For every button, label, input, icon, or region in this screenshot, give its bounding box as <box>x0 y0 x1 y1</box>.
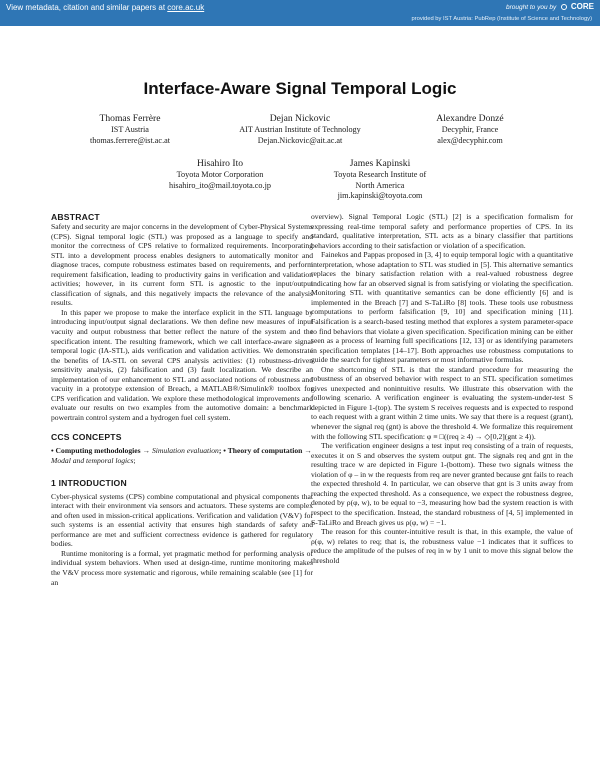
paper-title: Interface-Aware Signal Temporal Logic <box>143 79 457 98</box>
author-affiliation: Toyota Motor Corporation <box>176 170 264 179</box>
ccs-term: Modal and temporal logics <box>51 456 134 466</box>
core-logo-icon <box>561 4 567 10</box>
ccs-term: ; • Theory of computation → <box>218 446 312 456</box>
abstract-paragraph: In this paper we propose to make the interface explicit in the STL language by introducing input/output signal declarations. We then define new measures of input vacuity and output robustness that better reflect the nature of the system and the specification intent. The resulting framework, which we call interface-aware signal temporal logic (IA-STL), aids verification and validation activities. We demonstrate the benefits of IA-STL on several CPS analysis activities: (1) robustness-driven sensitivity analysis, (2) falsification and (3) fault localization. We describe an implementation of our enhancement to STL and associated notions of robustness and vacuity in a prototype extension of Breach, a MATLAB®/Simulink® toolbox for CPS verification and validation. We explore these methodological improvements and evaluate our results on two examples from the automotive domain: a benchmark powertrain control system and a hydrogen fuel cell system. <box>51 307 313 422</box>
author-email[interactable]: alex@decyphir.com <box>437 135 503 145</box>
core-banner <box>0 0 600 26</box>
body-paragraph: overview). Signal Temporal Logic (STL) [2] is a specification formalism for expressing real-time temporal safety and performance properties of CPS. In its standard, qualitative interpretation, STL acts as a binary classifier that partitions behaviors according to their satisfaction or violation of a specification. <box>311 212 573 250</box>
author-name: Hisahiro Ito <box>196 158 244 169</box>
author-affiliation: Decyphir, France <box>441 125 499 134</box>
abstract-heading: ABSTRACT <box>51 212 100 222</box>
author-affiliation: North America <box>355 180 405 190</box>
author-email[interactable]: jim.kapinski@toyota.com <box>337 191 423 201</box>
author-name: Alexandre Donzé <box>436 113 504 124</box>
author-block <box>220 113 380 146</box>
ccs-term: Simulation evaluation <box>151 446 219 456</box>
metadata-text: View metadata, citation and similar papers at <box>6 3 166 12</box>
author-email[interactable]: hisahiro_ito@mail.toyota.co.jp <box>169 180 271 190</box>
body-paragraph: One shortcoming of STL is that the standard procedure for measuring the robustness of an observed behavior with respect to an STL specification sometimes gives unexpected and nonintuitive results. We illustrate this observation with the following scenario. A verification engineer is evaluating the system-under-test S depicted in Figure 1-(top). The system S receives requests and is expected to respond to each request with a grant within 2 time units. We say that there is a request (grant), whenever the signal req (gnt) is above the threshold 4. We formalize this requirement with the following STL specification: φ ≡ □((req ≥ 4) → ◇[0,2](gnt ≥ 4)). <box>311 364 573 441</box>
core-link[interactable]: core.ac.uk <box>167 3 205 12</box>
author-name: Thomas Ferrère <box>99 113 161 124</box>
author-block <box>150 158 290 191</box>
ccs-term: ; <box>133 456 136 466</box>
right-column <box>311 212 573 565</box>
ccs-heading: CCS CONCEPTS <box>51 432 122 443</box>
body-paragraph: The reason for this counter-intuitive result is that, in this example, the value of ρ(φ, w) relates to req; that is, the robustness value −1 indicates that it suffices to reduce the amplitude of the pulses of req in w by 1 unit to move this signal below the threshold <box>311 527 573 565</box>
author-block <box>310 158 450 202</box>
metadata-link-line[interactable] <box>6 3 204 12</box>
left-column <box>51 212 313 587</box>
provider-text: provided by IST Austria: PubRep (Institute of Science and Technology) <box>411 16 592 22</box>
core-logo-text: CORE <box>570 2 594 11</box>
intro-paragraph: Cyber-physical systems (CPS) combine computational and physical components that interact with their environment via sensors and actuators. These systems are complex and often used in mission-critical applications. Verification and validation (V&V) for such systems is an essential activity that ensures high standards of safety and performance are met and sufficient correctness evidence is gathered for regulatory bodies. <box>51 491 313 549</box>
intro-heading: 1 INTRODUCTION <box>51 477 127 488</box>
author-block <box>400 113 540 146</box>
ccs-term: • Computing methodologies → <box>51 446 152 456</box>
author-block <box>60 113 200 146</box>
author-affiliation: IST Austria <box>111 125 149 134</box>
abstract-paragraph: Safety and security are major concerns in the development of Cyber-Physical Systems (CPS). Signal temporal logic (STL) was proposed as a language to specify and monitor the correctness of CPS relative to formalized requirements. Incorporating STL into a development process enables designers to automatically monitor and diagnose traces, compute robustness estimates based on requirements, and perform requirement falsification, leading to productivity gains in verification and validation activities; however, in its current form STL is agnostic to the input/output classification of signals, and this negatively impacts the relevance of the analysis results. <box>51 222 313 308</box>
intro-paragraph: Runtime monitoring is a formal, yet pragmatic method for performing analysis of individual system behaviors. When used at design-time, runtime monitoring makes the V&V process more systematic and rigorous, while remaining scalable (see [1] for an <box>51 548 313 587</box>
author-name: James Kapinski <box>349 158 411 169</box>
body-paragraph: Fainekos and Pappas proposed in [3, 4] to equip temporal logic with a quantitative interpretation, whose adaptation to STL was studied in [5]. This alternative semantics replaces the binary satisfaction relation with a real-valued robustness degree indicating how far an observed signal is from satisfying or violating the specification. Monitoring STL with quantitative semantics can be done efficiently [6] and is implemented in the Breach [7] and S-TaLiRo [8] tools. These tools use robustness computations to perform falsification [9, 10] and specification mining [11]. Falsification is a search-based testing method that explores a system parameter-space to find behaviors that violate a given specification. Specification mining can be either seen as a process of learning full specifications [12, 13] or as identifying parameters in specification templates [14–17]. Both approaches use robustness computations to guide the search for tightest parameters or most informative formulas. <box>311 250 573 365</box>
ccs-concepts <box>51 446 313 465</box>
author-email[interactable]: thomas.ferrere@ist.ac.at <box>89 135 171 145</box>
brought-line <box>506 2 594 11</box>
author-email[interactable]: Dejan.Nickovic@ait.ac.at <box>257 135 343 145</box>
author-name: Dejan Nickovic <box>269 113 331 124</box>
author-affiliation: Toyota Research Institute of <box>333 170 427 179</box>
brought-text: brought to you by <box>506 4 557 11</box>
body-paragraph: The verification engineer designs a test input req consisting of a train of requests, executes it on S and observes the system output gnt. The signals req and gnt in the resulting trace w are depicted in Figure 1-(bottom). These two signals witness the violation of φ – in w the requests from req are never granted because gnt fails to reach the expected threshold 4. In particular, we can observe that gnt is 3 units away from reaching the expected threshold. As a consequence, we expect the robustness degree, denoted by ρ(φ, w), to be equal to −3, measuring how bad the system reaction is with respect to the specification. Instead, the standard robustness of [4, 5] implemented in S-TaLiRo and Breach gives us ρ(φ, w) = −1. <box>311 441 573 527</box>
author-affiliation: AIT Austrian Institute of Technology <box>239 125 361 134</box>
